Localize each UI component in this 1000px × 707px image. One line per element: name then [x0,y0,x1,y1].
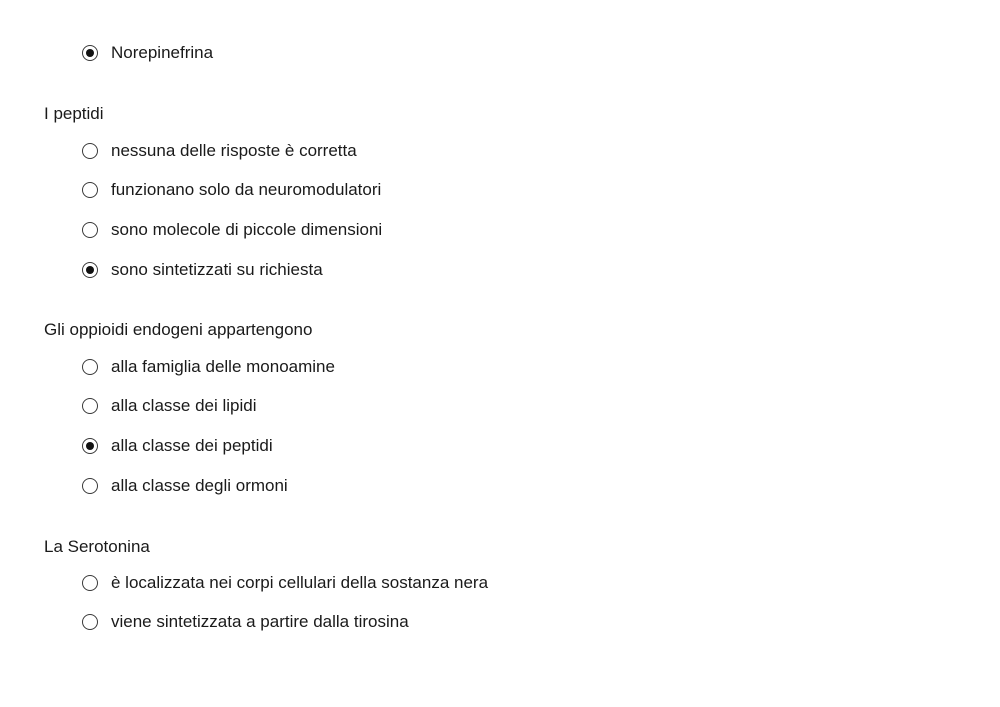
answer-option[interactable] [82,179,381,201]
radio-button[interactable] [82,478,98,494]
radio-button[interactable] [82,359,98,375]
option-label: sono sintetizzati su richiesta [111,260,323,279]
radio-button[interactable] [82,438,98,454]
answer-option[interactable] [82,42,213,64]
radio-button[interactable] [82,575,98,591]
option-label: alla famiglia delle monoamine [111,357,335,376]
answer-option[interactable] [82,572,488,594]
answer-option[interactable] [82,140,357,162]
radio-button[interactable] [82,222,98,238]
option-label: è localizzata nei corpi cellulari della sostanza nera [111,573,489,592]
radio-button[interactable] [82,614,98,630]
option-label: alla classe dei peptidi [111,436,273,455]
answer-option[interactable] [82,475,288,497]
option-label: alla classe dei lipidi [111,396,257,415]
option-label: viene sintetizzata a partire dalla tirosina [111,612,409,631]
question-text: I peptidi [44,104,104,123]
option-label: alla classe degli ormoni [111,476,288,495]
radio-button[interactable] [82,262,98,278]
radio-button[interactable] [82,45,98,61]
answer-option[interactable] [82,219,382,241]
radio-button[interactable] [82,182,98,198]
question-text: La Serotonina [44,537,150,556]
radio-button[interactable] [82,398,98,414]
radio-button[interactable] [82,143,98,159]
option-label: Norepinefrina [111,43,214,62]
answer-option[interactable] [82,356,335,378]
question-text: Gli oppioidi endogeni appartengono [44,320,313,339]
option-label: sono molecole di piccole dimensioni [111,220,383,239]
answer-option[interactable] [82,611,409,633]
answer-option[interactable] [82,395,257,417]
answer-option[interactable] [82,259,323,281]
option-label: nessuna delle risposte è corretta [111,141,357,160]
answer-option[interactable] [82,435,273,457]
option-label: funzionano solo da neuromodulatori [111,180,382,199]
